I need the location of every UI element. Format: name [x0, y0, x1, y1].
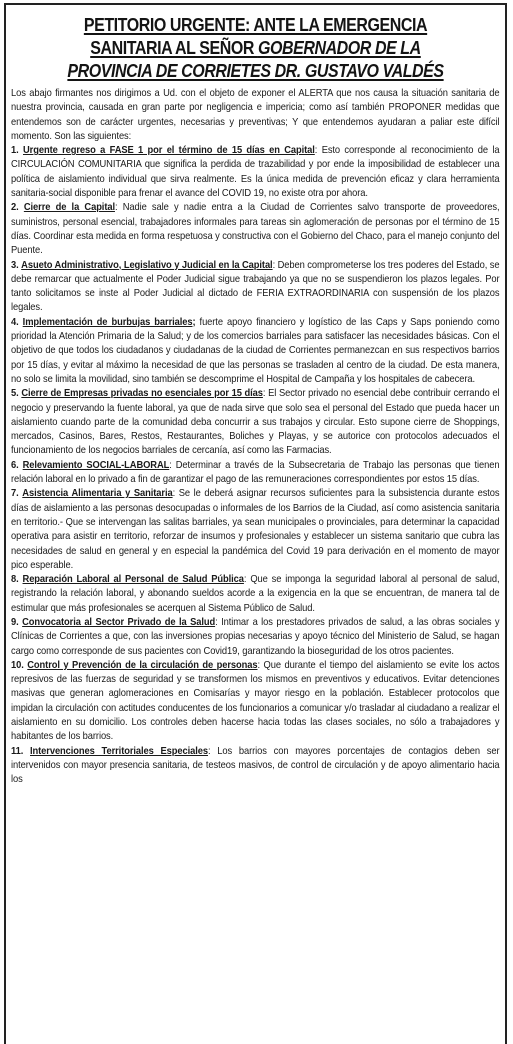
petition-item: [11, 201, 500, 258]
item-heading: Convocatoria al Sector Privado de la Salud: [22, 616, 216, 628]
petition-items: [11, 144, 500, 787]
item-text: : Nadie sale y nadie entra a la Ciudad de Corrientes salvo transporte de proveedores, suministros, personal esencial, trabajadores informales para tareas sin aglomeración de personas por el término de 15 días. Coordinar esta medida en forma respetuosa y constructiva con el Gobierno del Chaco, para el manejo conjunto del Puente.: [11, 202, 500, 257]
item-text: : Deben comprometerse los tres poderes del Estado, se debe remarcar que actualmente el Poder Judicial sigue trabajando ya que no se suspendieron los plazos legales. Por tanto solicitamos se inste al Poder Judicial al dictado de FERIA EXTRAORDINARIA con suspensión de los plazos legales.: [11, 259, 500, 314]
item-number: 10.: [11, 659, 24, 671]
item-text: : Que se imponga la seguridad laboral al personal de salud, registrando la relación laboral, y abonando sueldos acorde a la exigencia en la que se encuentran, de manera tal de estimular que más profesionales se acerquen al Sistema Público de Salud.: [11, 574, 500, 614]
petition-body: [11, 87, 500, 788]
item-heading: Cierre de la Capital: [23, 202, 115, 214]
item-number: 6.: [11, 459, 19, 471]
item-heading: Control y Prevención de la circulación de personas: [27, 659, 258, 671]
item-number: 1.: [11, 145, 19, 157]
item-text: : Determinar a través de la Subsecretaria de Trabajo las personas que tienen relación laboral en lo privado a fin de garantizar el pago de las remuneraciones correspondientes por estos 15 días.: [11, 459, 500, 486]
item-heading: Relevamiento SOCIAL-LABORAL: [22, 459, 170, 471]
item-number: 9.: [11, 616, 19, 628]
petition-item: [11, 387, 500, 458]
page-title: [45, 13, 466, 82]
item-text: : Que durante el tiempo del aislamiento se evite los actos represivos de las fuerzas de seguridad y se transformen los mismos en preventivos y educativos. Evitar detenciones masivas que generan aglomeraciones en Comisarías y mayor riesgo en la población. Establecer protocolos que impidan la circulación con actitudes conducentes de los funcionarios a comunicar y/o trasladar al ciudadano a realizar el aislamiento en su domicilio. Los controles deben hacerse hacia todas las clases sociales, no sólo a trabajadores y habitantes de los barrios.: [11, 659, 500, 743]
item-number: 3.: [11, 259, 19, 271]
petition-item: [11, 616, 500, 659]
item-text: : Esto corresponde al reconocimiento de la CIRCULACIÓN COMUNITARIA que significa la perdida de trazabilidad y por ende la imposibilidad de establecer una política de aislamiento individual que sirva realmente. Es la única medida de prevención eficaz y clara herramienta sanitaria-social disponible para frenar el avance del COVID 19, no existe otra por ahora.: [11, 145, 500, 200]
item-text: : Se le deberá asignar recursos suficientes para la subsistencia durante estos días de aislamiento a las personas desocupadas o informales de los Barrios de la Ciudad, así como asistencia sanitaria en territorio.- Que se intervengan las salitas barriales, ya sean municipales o provinciales, para determinar la capacidad operativa para asistir en territorio, reforzar de insumos y profesionales y establecer un sistema sanitario que cubra las necesidades de salud en general y en especial la pandémica del Covid 19 para derivación en el momento de mayor pico esperable.: [11, 488, 500, 571]
petition-item: [11, 573, 500, 616]
petition-item: [11, 487, 500, 573]
item-heading: Asistencia Alimentaria y Sanitaria: [22, 488, 173, 500]
item-number: 5.: [11, 388, 19, 400]
petition-item: [11, 259, 500, 316]
item-heading: Intervenciones Territoriales Especiales: [30, 745, 208, 757]
item-text: : Los barrios con mayores porcentajes de contagios deben ser intervenidos con mayor presencia sanitaria, de testeos masivos, de control de circulación y de apoyo alimentario hacia los: [11, 745, 500, 786]
item-number: 11.: [11, 745, 24, 757]
item-heading: Cierre de Empresas privadas no esenciales por 15 días: [21, 388, 263, 400]
item-number: 8.: [11, 574, 19, 586]
petition-item: [11, 659, 500, 745]
petition-page: [4, 3, 507, 1044]
item-text: : Intimar a los prestadores privados de salud, a las obras sociales y Clínicas de Corrientes a que, con las inversiones propias necesarias y apoyo técnico del Ministerio de Salud, se hagan cargo como corresponde de sus pacientes con Covid19, garantizando la bioseguridad de los otros pacientes.: [11, 616, 500, 657]
item-heading: Implementación de burbujas barriales;: [22, 316, 196, 328]
item-heading: Reparación Laboral al Personal de Salud Pública: [22, 574, 244, 586]
item-text: : El Sector privado no esencial debe contribuir cerrando el negocio y preservando la fuente laboral, ya que de nada sirve que solo sea el personal del Estado que pueda hacer un aislamiento cuando parte de la comunidad deba concurrir a sus trabajos y circular. Esto supone cierre de Shoppings, mercados, Casinos, Bares, Restos, Restaurantes, Boliches y Playas, y se autorice con protocolos adecuados el funcionamiento de los negocios barriales de cercanía, así como las Farmacias.: [11, 388, 500, 457]
intro-paragraph: Los abajo firmantes nos dirigimos a Ud. con el objeto de exponer el ALERTA que nos causa la situación sanitaria de nuestra provincia, causada en gran parte por negligencia e impericia; como así también PROPONER medidas que entendemos son de carácter urgentes, necesarias y preventivas; Y que entendemos ayudaran a paliar este difícil momento. Son las siguientes:: [11, 88, 500, 142]
title-line-3: PROVINCIA DE CORRIETES DR. GUSTAVO VALDÉS: [67, 60, 444, 81]
item-number: 4.: [11, 316, 19, 328]
item-number: 2.: [11, 202, 19, 214]
item-number: 7.: [11, 488, 19, 500]
title-line-2: SANITARIA AL SEÑOR GOBERNADOR DE LA: [90, 37, 421, 58]
petition-item: [11, 459, 500, 488]
petition-item: [11, 144, 500, 201]
petition-item: [11, 316, 500, 387]
petition-item: [11, 745, 500, 788]
title-line-1: PETITORIO URGENTE: ANTE LA EMERGENCIA: [83, 14, 428, 35]
item-heading: Asueto Administrativo, Legislativo y Judicial en la Capital: [21, 259, 273, 271]
item-heading: Urgente regreso a FASE 1 por el término de 15 días en Capital: [22, 145, 315, 157]
item-text: fuerte apoyo financiero y logístico de las Caps y Saps poniendo como prioridad la Atención Primaria de la Salud; y de los comercios barriales para satisfacer las necesidades básicas. Con el objetivo de que todos los ciudadanos y ciudadanas de la ciudad de Corrientes permanezcan en sus respectivos barrios por 15 días, y evitar al máximo la necesidad de que las personas se trasladen al centro de la ciudad. De esta manera, no solo se limita la movilidad, sino también se descomprime el Hospital de Campaña y los hospitales de cabecera.: [11, 316, 500, 385]
